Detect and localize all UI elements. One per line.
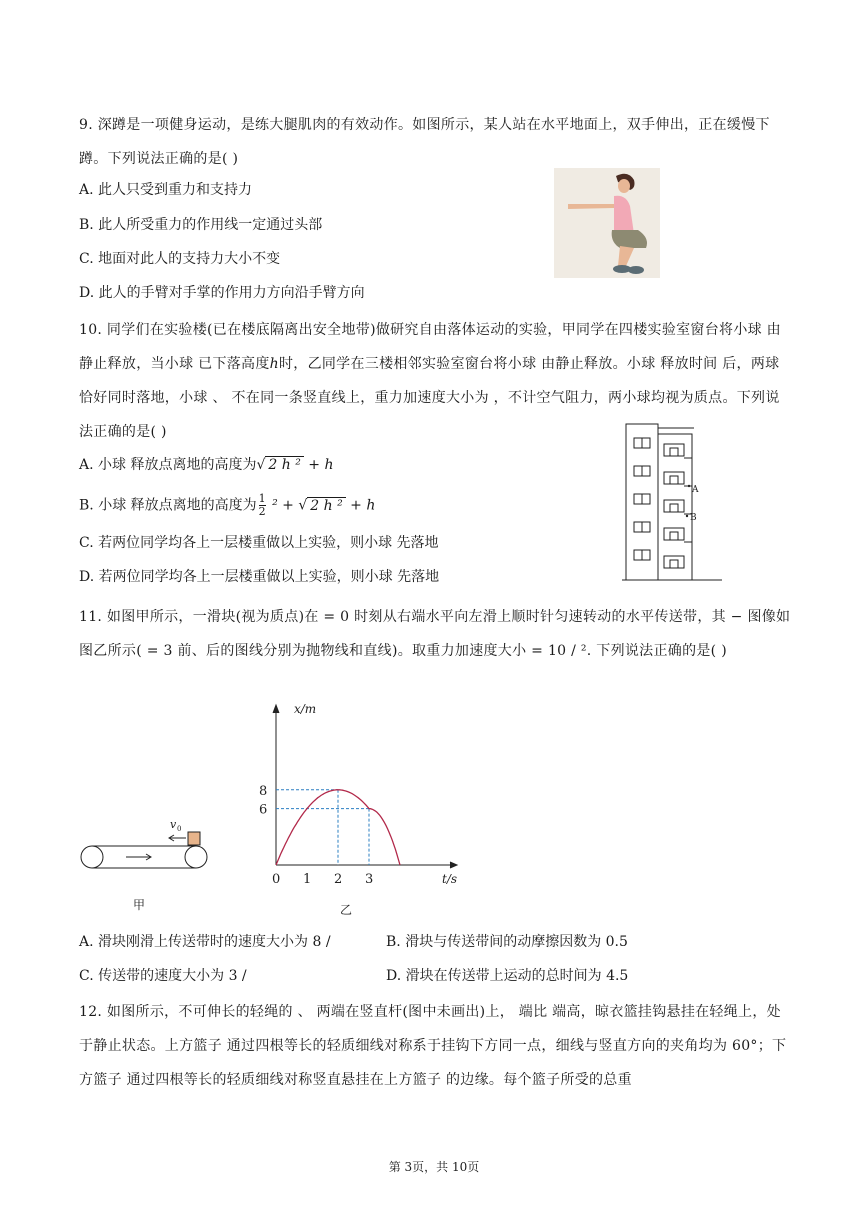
q9-option-d: D. 此人的手臂对手掌的作用力方向沿手臂方向 [79, 285, 365, 301]
q9-option-c: C. 地面对此人的支持力大小不变 [79, 251, 281, 267]
chart-x-tick-label: 1 [303, 872, 312, 887]
q9-stem: 9. 深蹲是一项健身运动，是练大腿肌肉的有效动作。如图所示，某人站在水平地面上，双手伸出，正在缓慢下蹲。下列说法正确的是( ) [79, 117, 770, 167]
building-label-b: B [690, 513, 697, 523]
chart-y-tick-label: 6 [259, 802, 268, 818]
building-label-a: A [692, 485, 699, 495]
chart-xlabel: t/s [442, 872, 458, 886]
q10-option-a-tail: + ℎ [303, 457, 334, 473]
q11-option-c: C. 传送带的速度大小为 3 / [79, 968, 247, 984]
conveyor-v0-label: v [170, 818, 177, 831]
chart-x-tick-label: 0 [272, 872, 281, 887]
q10-fraction-num: 1 [258, 492, 266, 505]
chart-ylabel: x/m [294, 702, 317, 716]
q11-option-b: B. 滑块与传送带间的动摩擦因数为 0.5 [386, 934, 628, 950]
squat-figure [554, 168, 660, 278]
q10-option-b-sqrt-symbol: √ [298, 497, 308, 514]
q10-option-b-text: B. 小球 释放点离地的高度为 [79, 497, 257, 514]
q10-option-b-mid: ² + [267, 497, 299, 514]
q10-option-a [79, 455, 333, 475]
q10-option-a-sqrt-symbol: √ [256, 457, 266, 473]
q10-option-b-fraction [259, 493, 266, 518]
chart-x-tick-label: 3 [365, 872, 374, 887]
q11-option-a: A. 滑块刚滑上传送带时的速度大小为 8 / [79, 934, 331, 950]
xt-chart [250, 695, 470, 920]
q10-option-b [79, 493, 375, 518]
q10-option-a-radicand: 2 ℎ ² [265, 456, 303, 473]
conveyor-v0-subscript: 0 [177, 825, 182, 833]
q9-option-b: B. 此人所受重力的作用线一定通过头部 [79, 217, 323, 233]
chart-x-tick-label: 2 [334, 872, 343, 887]
q11-option-d: D. 滑块在传送带上运动的总时间为 4.5 [386, 968, 629, 984]
page-footer: 第 3页，共 10页 [388, 1160, 480, 1174]
figure-label-left: 甲 [133, 898, 146, 912]
q10-option-d: D. 若两位同学均各上一层楼重做以上实验，则小球 先落地 [79, 569, 440, 585]
q9-option-a: A. 此人只受到重力和支持力 [79, 182, 253, 198]
q10-option-a-text: A. 小球 释放点离地的高度为 [79, 457, 257, 473]
q10-fraction-den: 2 [258, 505, 266, 518]
q12-stem: 12. 如图所示，不可伸长的轻绳的 、 两端在竖直杆(图中未画出)上， 端比 端高，晾衣篮挂钩悬挂在轻绳上，处于静止状态。上方篮子 通过四根等长的轻质细线对称系于挂钩下方同一点，细线与竖直方向的夹角均为 60°；下方篮子 通过四根等长的轻质细线对称竖直悬挂在上方篮子 的边缘。每个篮子所受的总重 [79, 1004, 787, 1088]
q10-option-b-tail: + ℎ [345, 497, 376, 514]
conveyor-figure [78, 812, 218, 912]
building-figure [622, 420, 722, 582]
q10-option-c: C. 若两位同学均各上一层楼重做以上实验，则小球 先落地 [79, 535, 439, 551]
q10-stem: 10. 同学们在实验楼(已在楼底隔离出安全地带)做研究自由落体运动的实验，甲同学在四楼实验室窗台将小球 由静止释放，当小球 已下落高度ℎ时，乙同学在三楼相邻实验室窗台将小球 由静止释放。小球 释放时间 后，两球恰好同时落地，小球 、 不在同一条竖直线上，重力加速度大小为 ，不计空气阻力，两小球均视为质点。下列说法正确的是( ) [79, 322, 781, 440]
q11-stem: 11. 如图甲所示，一滑块(视为质点)在 = 0 时刻从右端水平向左滑上顺时针匀速转动的水平传送带，其 − 图像如图乙所示( = 3 前、后的图线分别为抛物线和直线)。取重力加速度大小 = 10 / ². 下列说法正确的是( ) [79, 609, 791, 659]
chart-y-tick-label: 8 [259, 783, 268, 799]
figure-label-right: 乙 [340, 903, 353, 917]
q10-option-b-radicand: 2 ℎ ² [307, 497, 345, 514]
